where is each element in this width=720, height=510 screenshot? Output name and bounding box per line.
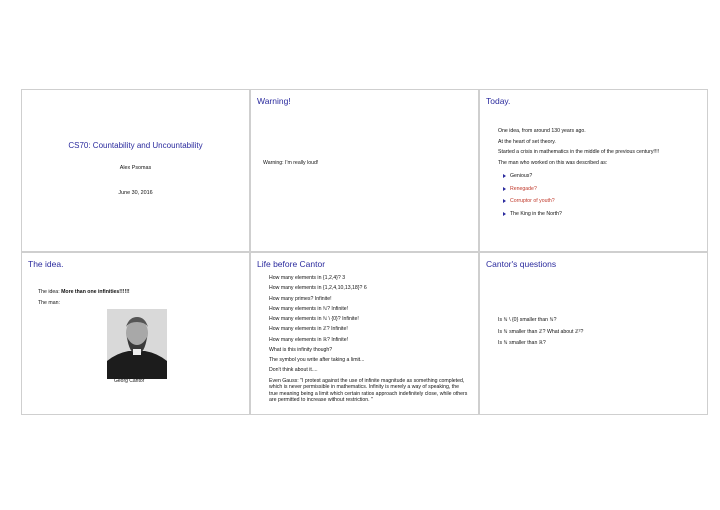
slide-title: Today.	[486, 96, 511, 106]
text-line: How many elements in {1,2,4,10,13,18}? 6	[269, 285, 367, 292]
slide-cantors-questions	[479, 252, 708, 415]
bullet-list	[502, 173, 698, 217]
text-line: How many elements in {1,2,4}? 3	[269, 275, 346, 281]
slide-the-idea	[21, 252, 250, 415]
slide-today	[479, 89, 708, 252]
text-line: How many elements in ℤ? Infinite!	[269, 326, 348, 333]
question-line: Is ℕ smaller than ℝ?	[498, 340, 546, 346]
text-line: How many primes? Infinite!	[269, 295, 332, 302]
text-line: Don't think about it....	[269, 367, 318, 374]
text-line: The man who worked on this was described as:	[498, 159, 608, 166]
question-line: Is ℕ \ {0} smaller than ℕ?	[498, 317, 557, 323]
lecture-title: CS70: Countability and Uncountability	[68, 141, 203, 150]
slide-life-before-cantor	[250, 252, 479, 415]
bullet-item: Renegade?	[502, 186, 698, 193]
author: Alex Psomas	[119, 165, 152, 171]
text-line: How many elements in ℕ? Infinite!	[269, 305, 349, 312]
text-line: How many elements in ℝ? Infinite!	[269, 336, 349, 343]
portrait-caption: Georg Cantor	[114, 378, 145, 384]
slide-body	[38, 289, 130, 306]
bullet-item: Genious?	[502, 173, 698, 180]
text-line: Started a crisis in mathematics in the middle of the previous century!!!!	[498, 149, 660, 155]
slide-body	[498, 128, 698, 223]
slide-title: Warning!	[257, 96, 291, 106]
slide-body	[498, 317, 698, 347]
text-line: One idea, from around 130 years ago.	[498, 128, 586, 134]
text-line: How many elements in ℕ \ {0}? Infinite!	[269, 316, 359, 322]
man-label: The man:	[38, 299, 60, 306]
georg-cantor-portrait	[107, 309, 167, 379]
slide-title: Cantor's questions	[486, 259, 557, 269]
gauss-quote: Even Gauss: "I protest against the use of infinite magnitude as something completed, which is never permissible in mathematics. Infinity is merely a way of speaking, the true meaning being a limit which certain ratios approach indefinitely close, while others are permitted to increase without restriction. "	[269, 377, 468, 404]
slide-title-page	[21, 89, 250, 252]
question-line: Is ℕ smaller than ℤ? What about ℤ²?	[498, 328, 584, 335]
slide-title: The idea.	[28, 259, 64, 269]
bullet-item: Corruptor of youth?	[502, 198, 698, 205]
idea-bold: More than one infinities!!!!!!	[61, 289, 130, 295]
slide-body	[269, 275, 469, 404]
date: June 30, 2016	[118, 190, 153, 196]
slide-warning	[250, 89, 479, 252]
text-line: What is this infinity though?	[269, 346, 333, 353]
text-line: The symbol you write after taking a limit...	[269, 357, 365, 363]
warning-text: Warning: I'm really loud!	[263, 160, 319, 166]
idea-prefix: The idea:	[38, 289, 62, 295]
idea-line	[38, 289, 130, 296]
slide-title: Life before Cantor	[257, 259, 326, 269]
text-line: At the heart of set theory.	[498, 138, 556, 145]
bullet-item: The King in the North?	[502, 211, 698, 218]
